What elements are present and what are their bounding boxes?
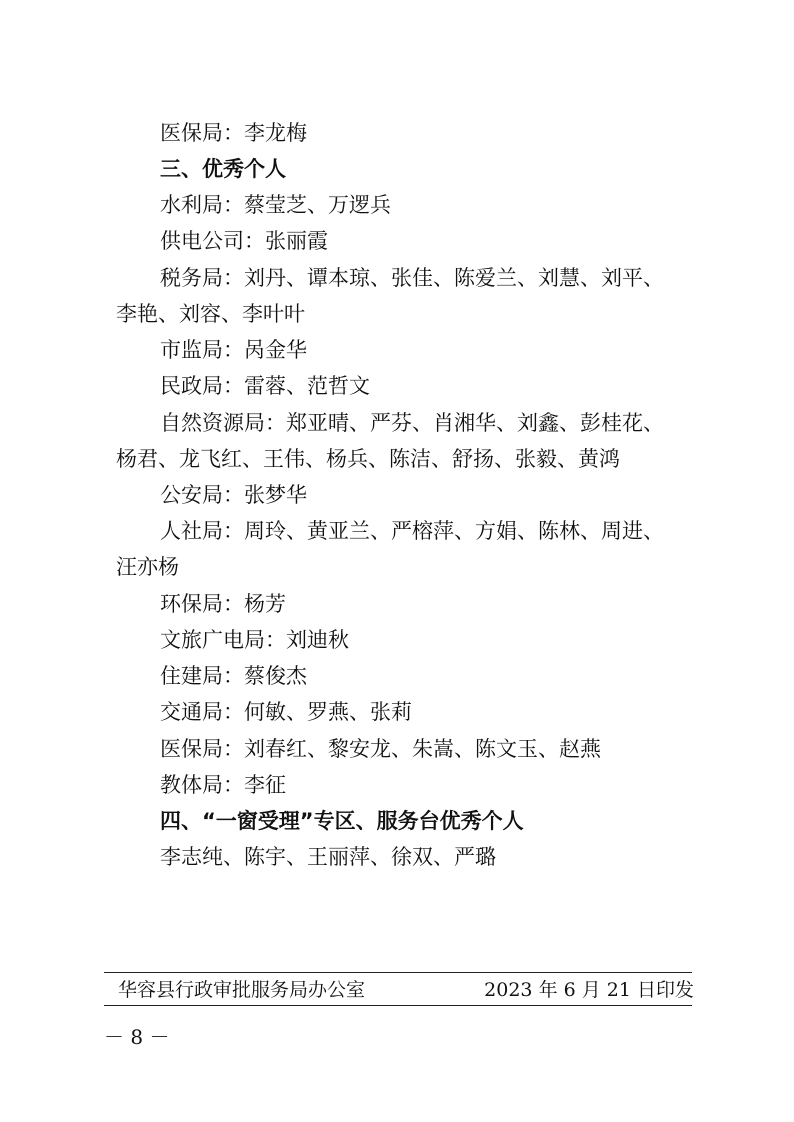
list-item: 交通局：何敏、罗燕、张莉 — [160, 700, 412, 724]
footer-date: 2023 年 6 月 21 日印发 — [484, 979, 694, 1001]
list-item-continuation: 汪亦杨 — [116, 555, 179, 579]
footer-top-rule — [104, 972, 692, 973]
list-item: 李志纯、陈宇、王丽萍、徐双、严璐 — [160, 845, 496, 869]
section-heading: 四、“一窗受理”专区、服务台优秀个人 — [160, 809, 524, 833]
list-item: 文旅广电局：刘迪秋 — [160, 628, 349, 652]
list-item: 医保局：刘春红、黎安龙、朱嵩、陈文玉、赵燕 — [160, 737, 601, 761]
list-item: 教体局：李征 — [160, 773, 286, 797]
list-item: 税务局：刘丹、谭本琼、张佳、陈爱兰、刘慧、刘平、 — [160, 266, 664, 290]
list-item: 住建局：蔡俊杰 — [160, 664, 307, 688]
list-item: 供电公司：张丽霞 — [160, 229, 328, 253]
footer-bottom-rule — [104, 1005, 692, 1006]
list-item: 医保局：李龙梅 — [160, 121, 307, 145]
list-item: 自然资源局：郑亚晴、严芬、肖湘华、刘鑫、彭桂花、 — [160, 411, 664, 435]
list-item-continuation: 李艳、刘容、李叶叶 — [116, 302, 305, 326]
list-item: 人社局：周玲、黄亚兰、严榕萍、方娟、陈林、周进、 — [160, 519, 664, 543]
list-item-continuation: 杨君、龙飞红、王伟、杨兵、陈洁、舒扬、张毅、黄鸿 — [116, 447, 620, 471]
footer-issuer: 华容县行政审批服务局办公室 — [118, 979, 366, 1001]
list-item: 水利局：蔡莹芝、万逻兵 — [160, 193, 391, 217]
page-number: － 8 － — [104, 1025, 170, 1049]
list-item: 环保局：杨芳 — [160, 592, 286, 616]
section-heading: 三、优秀个人 — [160, 157, 286, 181]
list-item: 公安局：张梦华 — [160, 483, 307, 507]
list-item: 民政局：雷蓉、范哲文 — [160, 374, 370, 398]
list-item: 市监局：呙金华 — [160, 338, 307, 362]
